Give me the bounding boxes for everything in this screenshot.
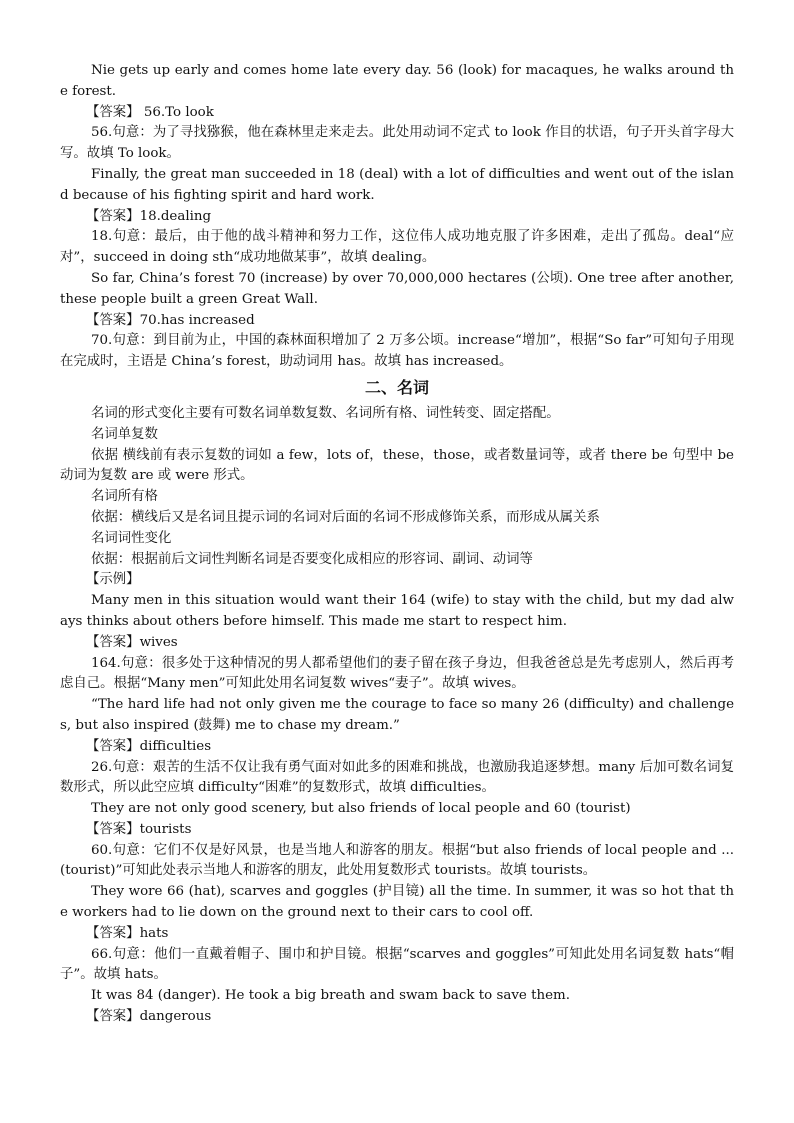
answer-line — [60, 1007, 734, 1028]
paragraph: They wore 66 (hat), scarves and goggles (护目镜) all the time. In summer, it was so hot that the workers had to lie down on the ground next to their cars to cool off. — [60, 884, 734, 921]
paragraph: 164.句意：很多处于这种情况的男人都希望他们的妻子留在孩子身边，但我爸爸总是先考虑别人，然后再考虑自己。根据“Many men”可知此处用名词复数 wives“妻子”。故填 wives。 — [60, 655, 734, 692]
paragraph: 依据 横线前有表示复数的词如 a few，lots of，these，those，或者数量词等，或者 there be 句型中 be 动词为复数 are 或 were 形式。 — [60, 447, 734, 484]
answer-text: 70.has increased — [139, 312, 255, 328]
answer-line — [60, 570, 734, 591]
answer-tag: 【答案】 — [86, 821, 140, 837]
answer-tag: 【答案】 — [86, 208, 140, 224]
paragraph: 名词所有格 — [91, 489, 158, 505]
paragraph: 名词的形式变化主要有可数名词单数复数、名词所有格、词性转变、固定搭配。 — [91, 405, 560, 421]
paragraph: So far, China’s forest 70 (increase) by over 70,000,000 hectares (公顷). One tree after another, these people built a green Great Wall. — [60, 270, 734, 307]
section-heading: 二、名词 — [364, 377, 429, 397]
paragraph: 70.句意：到目前为止，中国的森林面积增加了 2 万多公顷。increase“增加”，根据“So far”可知句子用现在完成时，主语是 China’s forest，助动词用 has。故填 has increased。 — [60, 333, 734, 370]
paragraph: 名词单复数 — [91, 426, 158, 442]
answer-tag: 【答案】 — [86, 312, 140, 328]
paragraph: Finally, the great man succeeded in 18 (deal) with a lot of difficulties and went out of the island because of his fighting spirit and hard work. — [60, 166, 734, 203]
answer-tag: 【答案】 — [86, 925, 140, 941]
answer-text: 18.dealing — [139, 208, 212, 224]
answer-text: 56.To look — [139, 104, 214, 120]
answer-line — [60, 820, 734, 841]
paragraph: 依据：根据前后文词性判断名词是否要变化成相应的形容词、副词、动词等 — [91, 551, 533, 567]
paragraph: 18.句意：最后，由于他的战斗精神和努力工作，这位伟人成功地克服了许多困难，走出了孤岛。deal“应对”，succeed in doing sth“成功地做某事”，故填 dealing。 — [60, 229, 734, 266]
answer-line — [60, 737, 734, 758]
paragraph: 26.句意：艰苦的生活不仅让我有勇气面对如此多的困难和挑战，也激励我追逐梦想。many 后加可数名词复数形式，所以此空应填 difficulty“困难”的复数形式，故填 difficulties。 — [60, 759, 734, 796]
answer-line — [60, 924, 734, 945]
document-page — [60, 61, 734, 1028]
answer-line — [60, 207, 734, 228]
paragraph: 依据：横线后又是名词且提示词的名词对后面的名词不形成修饰关系，而形成从属关系 — [91, 509, 600, 525]
answer-text: wives — [139, 634, 178, 650]
answer-text: tourists — [139, 821, 192, 837]
answer-tag: 【答案】 — [86, 1009, 140, 1025]
paragraph: Many men in this situation would want their 164 (wife) to stay with the child, but my dad always thinks about others before himself. This made me start to respect him. — [60, 593, 734, 629]
paragraph: It was 84 (danger). He took a big breath and swam back to save them. — [91, 988, 570, 1004]
answer-tag: 【答案】 — [86, 104, 140, 120]
paragraph: 66.句意：他们一直戴着帽子、围巾和护目镜。根据“scarves and goggles”可知此处用名词复数 hats“帽子”。故填 hats。 — [60, 946, 734, 983]
paragraph: “The hard life had not only given me the courage to face so many 26 (difficulty) and challenges, but also inspired (鼓舞) me to chase my dream.” — [60, 697, 734, 733]
answer-line — [60, 103, 734, 124]
answer-tag: 【答案】 — [86, 738, 140, 754]
paragraph: 56.句意：为了寻找猕猴，他在森林里走来走去。此处用动词不定式 to look 作目的状语，句子开头首字母大写。故填 To look。 — [60, 125, 734, 162]
paragraph: Nie gets up early and comes home late every day. 56 (look) for macaques, he walks around the forest. — [60, 63, 734, 99]
paragraph: They are not only good scenery, but also friends of local people and 60 (tourist) — [91, 801, 631, 817]
answer-line — [60, 311, 734, 332]
answer-text: hats — [139, 925, 169, 941]
answer-text: dangerous — [139, 1009, 212, 1025]
paragraph: 60.句意：它们不仅是好风景，也是当地人和游客的朋友。根据“but also friends of local people and ... (tourist)”可知此处表示当地人和游客的朋友，此处用复数形式 tourists。故填 tourists。 — [60, 842, 734, 879]
paragraph: 名词词性变化 — [91, 530, 172, 546]
answer-line — [60, 633, 734, 654]
answer-text: difficulties — [139, 738, 212, 754]
answer-tag: 【答案】 — [86, 634, 140, 650]
answer-tag: 【示例】 — [86, 572, 140, 588]
